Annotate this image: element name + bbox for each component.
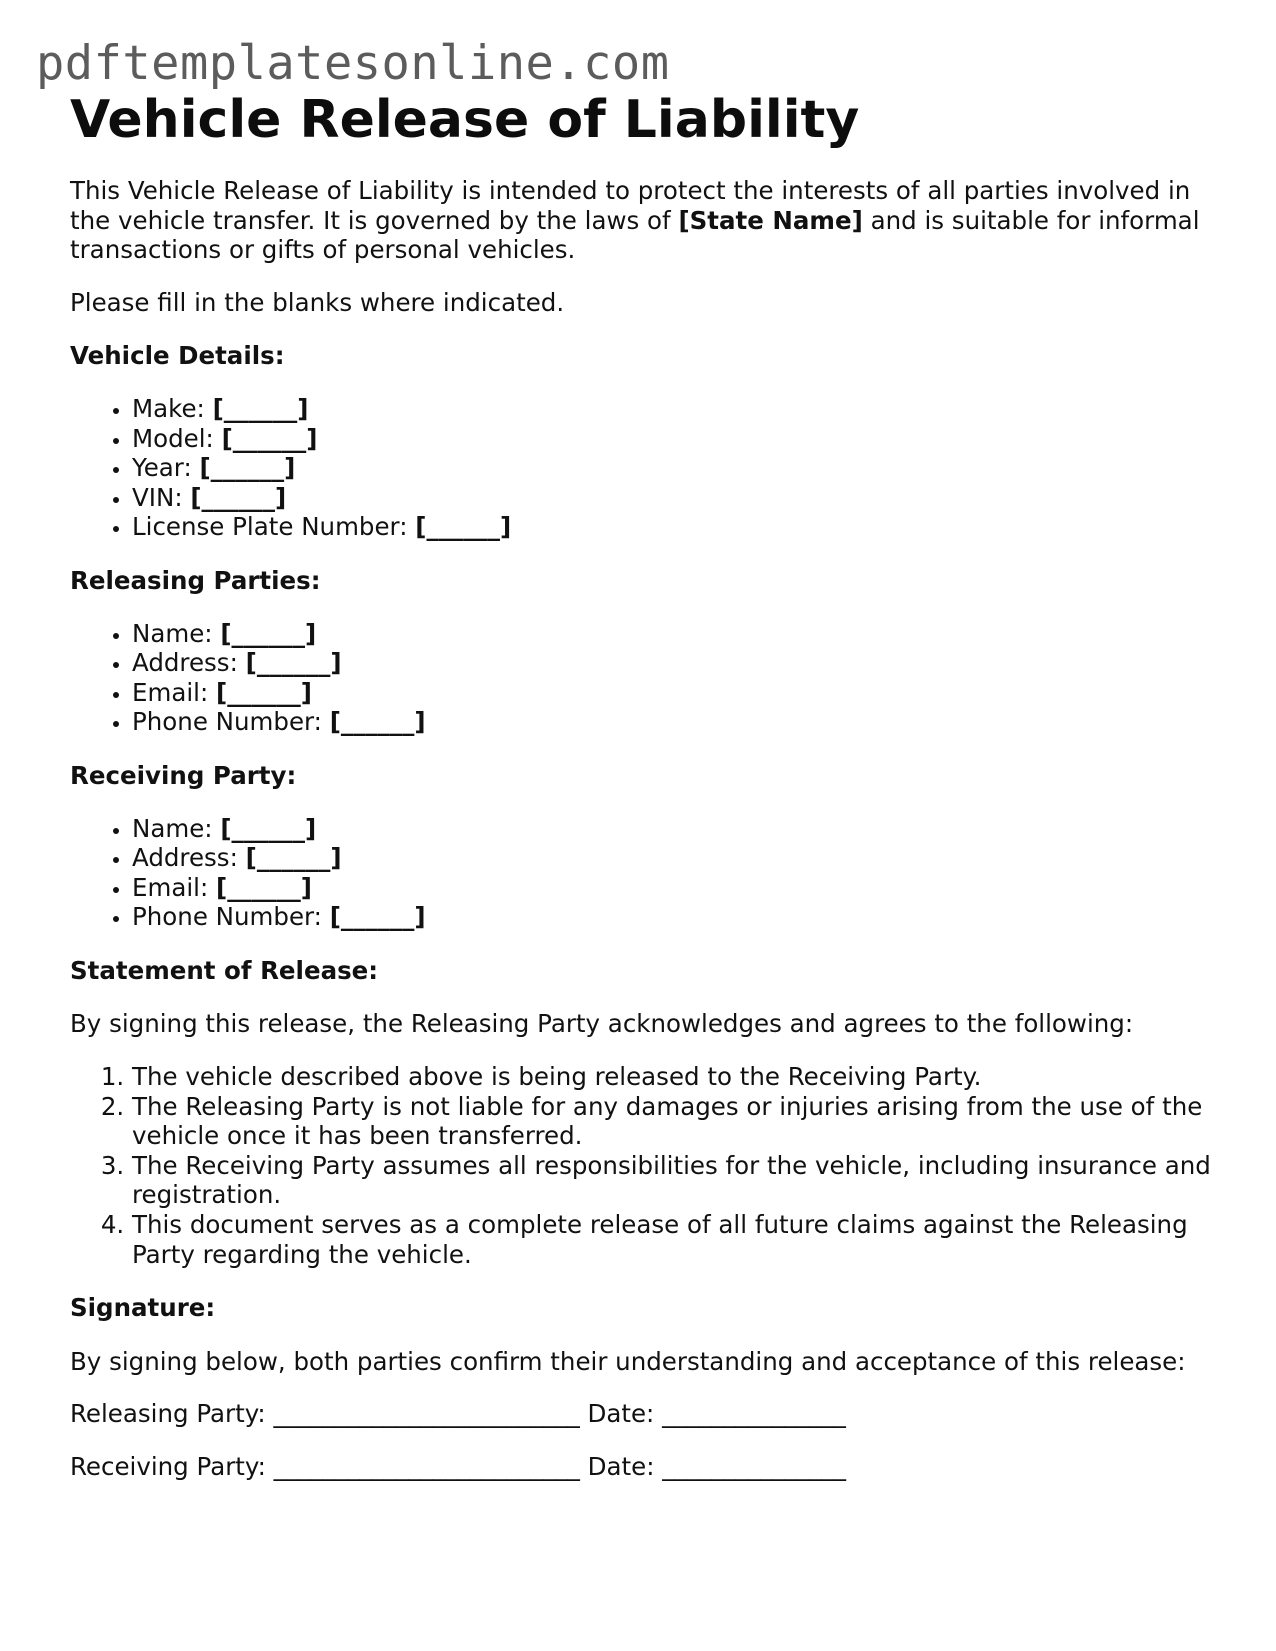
field-label: Address:: [132, 843, 246, 873]
receiving-address-blank: [______]: [245, 843, 342, 873]
receiving-phone-blank: [______]: [329, 902, 426, 932]
field-label: Year:: [132, 453, 200, 483]
receiving-name-blank: [______]: [220, 813, 317, 843]
releasing-phone-blank: [______]: [329, 707, 426, 737]
plate-blank: [______]: [415, 512, 512, 542]
vehicle-details-heading: Vehicle Details:: [70, 341, 285, 371]
statement-item: 1. The vehicle described above is being released to the Receiving Party.: [132, 1062, 1220, 1092]
releasing-name-blank: [______]: [220, 618, 317, 648]
signature-intro: By signing below, both parties confirm their understanding and acceptance of this release:: [70, 1346, 1186, 1376]
statement-item: 4. This document serves as a complete release of all future claims against the Releasing Party regarding the vehicle.: [132, 1210, 1220, 1269]
vehicle-plate-item: [132, 512, 1220, 542]
field-label: Address:: [132, 648, 246, 678]
year-blank: [______]: [199, 453, 296, 483]
field-label: Email:: [132, 677, 217, 707]
receiving-party-list: [70, 814, 1220, 932]
releasing-parties-list: [70, 619, 1220, 737]
field-label: Phone Number:: [132, 902, 330, 932]
releasing-phone-item: [132, 707, 1220, 737]
releasing-email-item: [132, 678, 1220, 708]
releasing-address-blank: [______]: [245, 648, 342, 678]
vehicle-year-item: [132, 453, 1220, 483]
field-label: License Plate Number:: [132, 512, 416, 542]
signature-heading: Signature:: [70, 1293, 216, 1323]
model-blank: [______]: [221, 423, 318, 453]
field-label: Email:: [132, 872, 217, 902]
releasing-party-signature-line: Releasing Party: _________________________ Date: _______________: [70, 1399, 846, 1429]
state-name-placeholder: [State Name]: [678, 205, 863, 235]
receiving-address-item: [132, 843, 1220, 873]
make-blank: [______]: [212, 393, 309, 423]
statement-intro: By signing this release, the Releasing Party acknowledges and agrees to the following:: [70, 1009, 1134, 1039]
vehicle-model-item: [132, 424, 1220, 454]
field-label: VIN:: [132, 482, 191, 512]
intro-text-2: and is suitable for informal transactions or gifts of personal vehicles.: [70, 205, 1200, 265]
vin-blank: [______]: [190, 482, 287, 512]
receiving-email-item: [132, 873, 1220, 903]
page-title: Vehicle Release of Liability: [70, 90, 860, 150]
intro-text-1: This Vehicle Release of Liability is intended to protect the interests of all parties involved in the vehicle transfer. It is governed by the laws of: [70, 176, 1191, 235]
field-label: Name:: [132, 618, 221, 648]
intro-paragraph: [70, 176, 1220, 265]
receiving-party-signature-line: Receiving Party: _________________________ Date: _______________: [70, 1452, 847, 1481]
vehicle-vin-item: [132, 483, 1220, 513]
receiving-name-item: [132, 814, 1220, 844]
releasing-address-item: [132, 648, 1220, 678]
receiving-party-heading: Receiving Party:: [70, 760, 297, 790]
releasing-parties-heading: Releasing Parties:: [70, 565, 321, 595]
field-label: Make:: [132, 393, 213, 423]
watermark: pdftemplatesonline.com: [36, 36, 670, 91]
field-label: Model:: [132, 423, 222, 453]
field-label: Name:: [132, 813, 221, 843]
releasing-name-item: [132, 619, 1220, 649]
vehicle-details-list: [70, 394, 1220, 542]
fill-instructions: Please fill in the blanks where indicated.: [70, 287, 565, 317]
statement-item: 3. The Receiving Party assumes all responsibilities for the vehicle, including insurance and registration.: [132, 1151, 1220, 1210]
field-label: Phone Number:: [132, 707, 330, 737]
receiving-phone-item: [132, 902, 1220, 932]
statement-heading: Statement of Release:: [70, 955, 379, 985]
document-page: [70, 84, 1220, 1482]
vehicle-make-item: [132, 394, 1220, 424]
statement-item: 2. The Releasing Party is not liable for any damages or injuries arising from the use of the vehicle once it has been transferred.: [132, 1092, 1220, 1151]
receiving-email-blank: [______]: [216, 872, 312, 902]
statement-list: [70, 1062, 1220, 1269]
releasing-email-blank: [______]: [216, 677, 312, 707]
